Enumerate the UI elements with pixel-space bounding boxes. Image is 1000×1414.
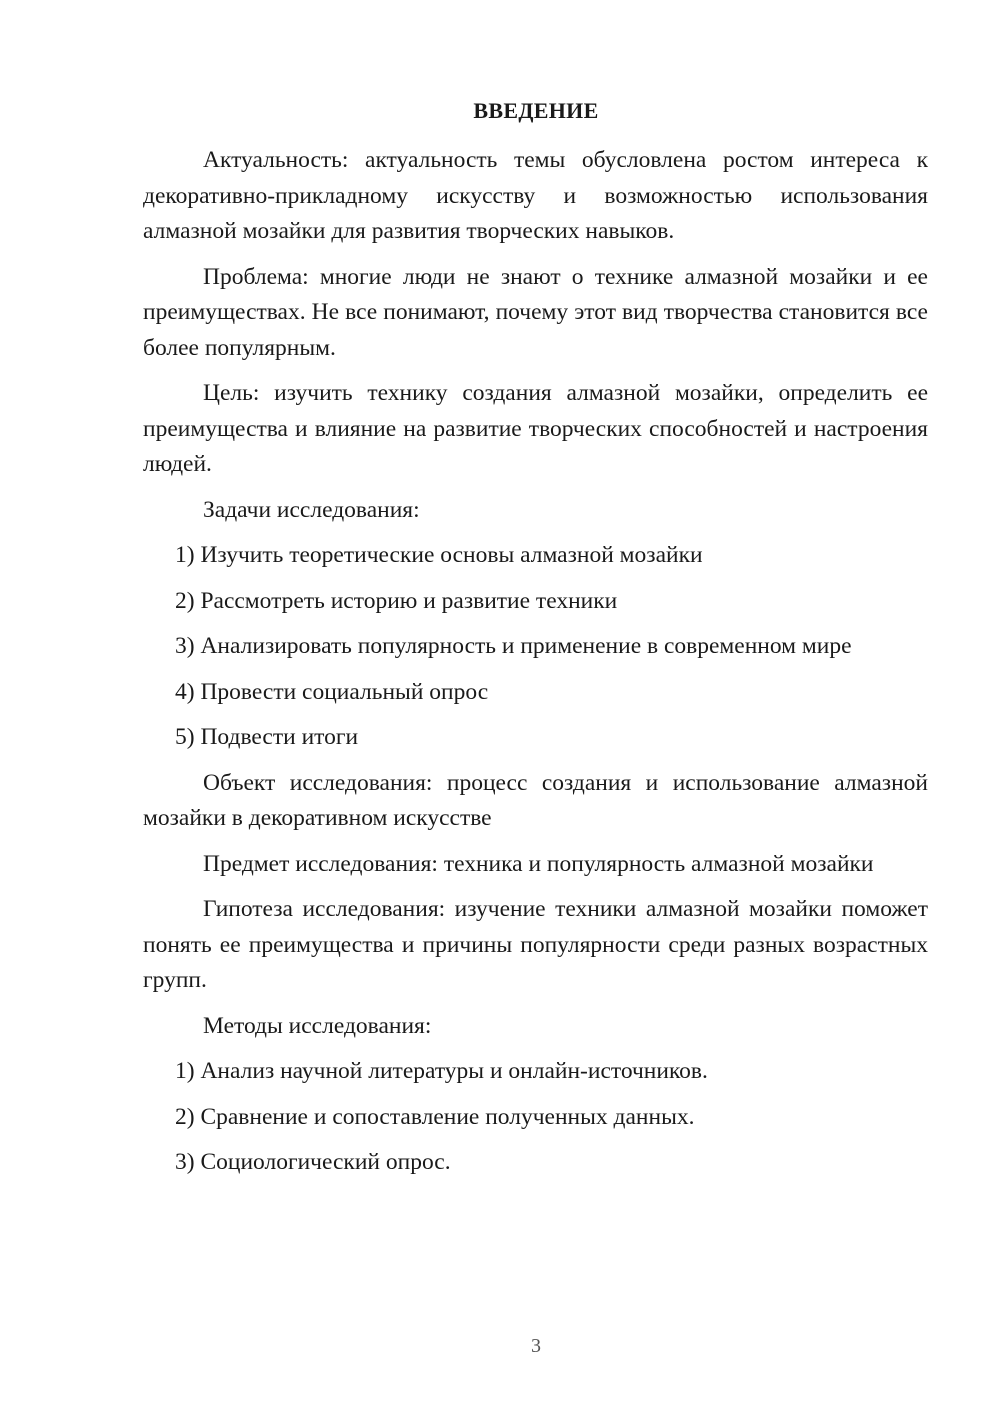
task-item: 4) Провести социальный опрос xyxy=(175,678,489,705)
section-title: ВВЕДЕНИЕ xyxy=(473,98,599,123)
methods-list xyxy=(143,1054,928,1181)
methods-heading: Методы исследования: xyxy=(203,1012,432,1039)
task-item: 1) Изучить теоретические основы алмазной мозайки xyxy=(175,542,703,568)
goal-paragraph: Цель: изучить технику создания алмазной мозайки, определить ее преимущества и влияние на развитие творческих способностей и настроения людей. xyxy=(143,380,928,477)
method-item: 2) Сравнение и сопоставление полученных данных. xyxy=(175,1103,695,1130)
page-number: 3 xyxy=(531,1335,541,1357)
hypothesis-paragraph: Гипотеза исследования: изучение техники алмазной мозайки поможет понять ее преимущества и причины популярности среди разных возрастных групп. xyxy=(143,896,928,993)
subject-paragraph: Предмет исследования: техника и популярность алмазной мозайки xyxy=(203,850,874,877)
problem-paragraph: Проблема: многие люди не знают о технике алмазной мозайки и ее преимуществах. Не все понимают, почему этот вид творчества становится все более популярным. xyxy=(143,263,928,361)
task-item: 2) Рассмотреть историю и развитие техники xyxy=(175,587,618,614)
object-paragraph: Объект исследования: процесс создания и использование алмазной мозайки в декоративном искусстве xyxy=(143,769,928,831)
tasks-list xyxy=(143,538,928,756)
tasks-heading: Задачи исследования: xyxy=(203,496,420,523)
method-item: 3) Социологический опрос. xyxy=(175,1149,451,1175)
task-item: 5) Подвести итоги xyxy=(175,724,359,750)
relevance-paragraph: Актуальность: актуальность темы обусловлена ростом интереса к декоративно-прикладному искусству и возможностью использования алмазной мозайки для развития творческих навыков. xyxy=(143,147,928,244)
method-item: 1) Анализ научной литературы и онлайн-источников. xyxy=(175,1058,708,1084)
section-body xyxy=(143,143,928,1191)
task-item: 3) Анализировать популярность и применение в современном мире xyxy=(175,633,852,659)
